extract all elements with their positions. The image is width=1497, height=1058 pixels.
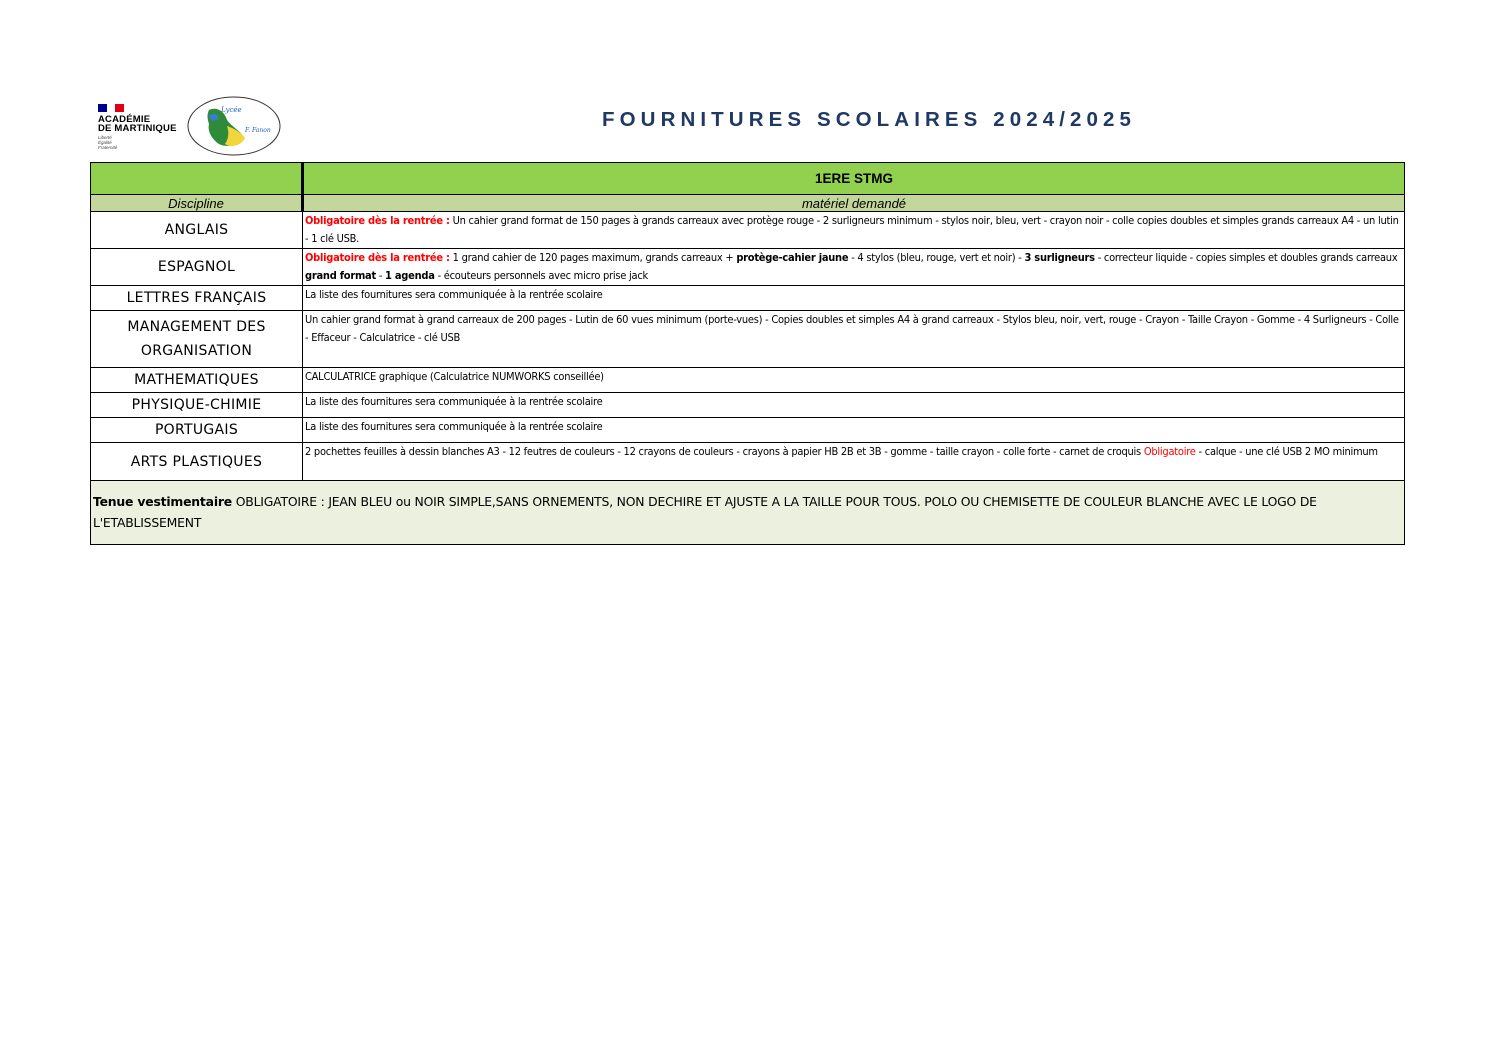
discipline-cell: PHYSIQUE-CHIMIE (91, 393, 303, 418)
materiel-cell: La liste des fournitures sera communiquée à la rentrée scolaire (303, 286, 1405, 311)
materiel-cell: Obligatoire dès la rentrée : Un cahier grand format de 150 pages à grands carreaux avec protège rouge - 2 surligneurs minimum - stylos noir, bleu, vert - crayon noir - colle copies doubles et simples grands carreaux A4 - un lutin - 1 clé USB. (303, 212, 1405, 249)
col-materiel-header: matériel demandé (303, 195, 1405, 212)
materiel-cell: 2 pochettes feuilles à dessin blanches A3 - 12 feutres de couleurs - 12 crayons de couleurs - crayons à papier HB 2B et 3B - gomme - taille crayon - colle forte - carnet de croquis Obligatoire - calque - une clé USB 2 MO minimum (303, 443, 1405, 481)
materiel-cell: La liste des fournitures sera communiquée à la rentrée scolaire (303, 393, 1405, 418)
discipline-cell: MANAGEMENT DES ORGANISATION (91, 311, 303, 368)
table-row (91, 311, 1405, 368)
discipline-cell: MATHEMATIQUES (91, 368, 303, 393)
table-row (91, 368, 1405, 393)
table-row (91, 418, 1405, 443)
discipline-cell: ARTS PLASTIQUES (91, 443, 303, 481)
col-discipline-header: Discipline (91, 195, 303, 212)
dress-code-row (91, 481, 1405, 545)
discipline-cell: PORTUGAIS (91, 418, 303, 443)
class-header-row (91, 163, 1405, 195)
french-flag-icon (98, 104, 124, 112)
class-label: 1ERE STMG (303, 163, 1405, 195)
supplies-table (90, 162, 1405, 545)
materiel-cell: CALCULATRICE graphique (Calculatrice NUMWORKS conseillée) (303, 368, 1405, 393)
academie-logo-text: ACADÉMIE DE MARTINIQUE (98, 114, 177, 134)
discipline-cell: ANGLAIS (91, 212, 303, 249)
academie-devise: Liberté Égalité Fraternité (98, 135, 118, 150)
discipline-cell: ESPAGNOL (91, 249, 303, 286)
logos (98, 96, 288, 160)
table-row (91, 443, 1405, 481)
table-row (91, 286, 1405, 311)
school-logo-icon (187, 96, 281, 156)
table-row (91, 212, 1405, 249)
discipline-cell: LETTRES FRANÇAIS (91, 286, 303, 311)
table-row (91, 393, 1405, 418)
materiel-cell: Un cahier grand format à grand carreaux de 200 pages - Lutin de 60 vues minimum (porte-vues) - Copies doubles et simples A4 à grand carreaux - Stylos bleu, noir, vert, rouge - Crayon - Taille Crayon - Gomme - 4 Surligneurs - Colle - Effaceur - Calculatrice - clé USB (303, 311, 1405, 368)
page-title: FOURNITURES SCOLAIRES 2024/2025 (602, 108, 1137, 131)
svg-text:F. Fanon: F. Fanon (245, 127, 271, 134)
table-row (91, 249, 1405, 286)
materiel-cell: Obligatoire dès la rentrée : 1 grand cahier de 120 pages maximum, grands carreaux + protège-cahier jaune - 4 stylos (bleu, rouge, vert et noir) - 3 surligneurs - correcteur liquide - copies simples et doubles grands carreaux grand format - 1 agenda - écouteurs personnels avec micro prise jack (303, 249, 1405, 286)
school-logo-text: Lycée (221, 106, 242, 114)
dress-code-cell: Tenue vestimentaire OBLIGATOIRE : JEAN BLEU ou NOIR SIMPLE,SANS ORNEMENTS, NON DECHIRE ET AJUSTE A LA TAILLE POUR TOUS. POLO OU CHEMISETTE DE COULEUR BLANCHE AVEC LE LOGO DE L'ETABLISSEMENT (91, 481, 1405, 545)
materiel-cell: La liste des fournitures sera communiquée à la rentrée scolaire (303, 418, 1405, 443)
column-header-row (91, 195, 1405, 212)
